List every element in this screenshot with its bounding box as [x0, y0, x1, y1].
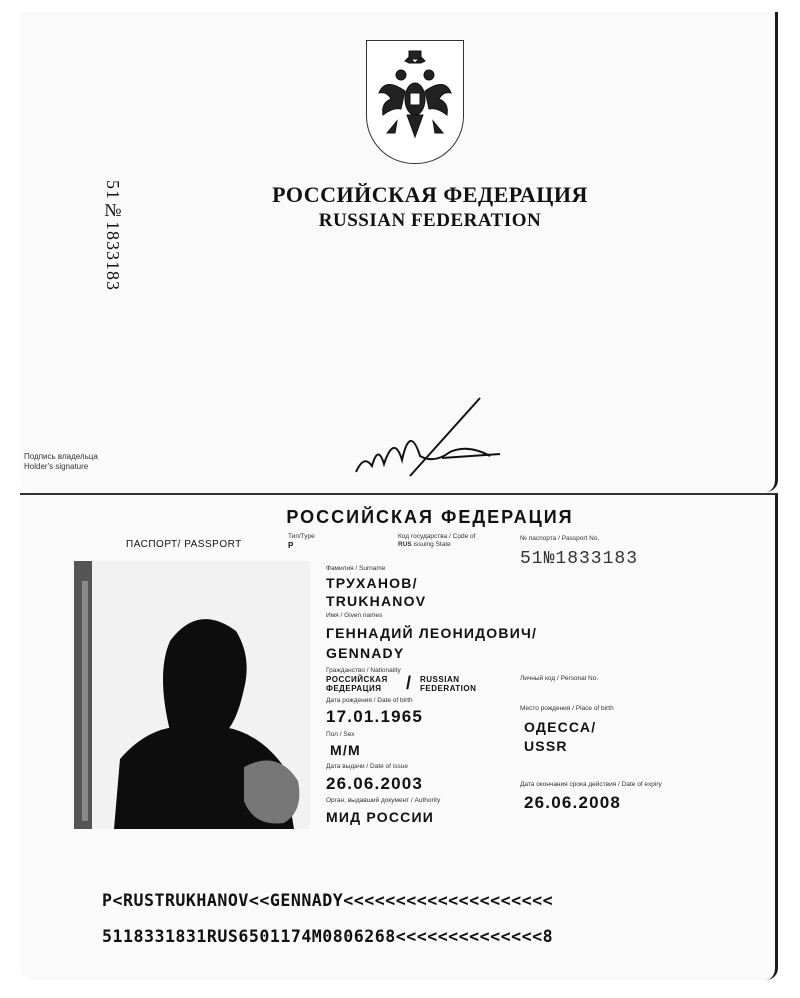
nationality-en-line1: RUSSIAN — [420, 675, 460, 684]
country-title-en: RUSSIAN FEDERATION — [318, 210, 542, 231]
authority-value: МИД РОССИИ — [326, 809, 434, 825]
portrait-silhouette — [74, 561, 310, 829]
passport-number: 51№1833183 — [520, 549, 639, 569]
country-title-ru: РОССИЙСКАЯ ФЕДЕРАЦИЯ — [272, 182, 588, 207]
coat-of-arms-emblem — [366, 40, 464, 164]
holder-signature-label-en: Holder's signature — [24, 462, 89, 471]
state-code-row — [398, 541, 451, 549]
holder-signature-label-ru: Подпись владельца — [24, 452, 98, 461]
expiry-value: 26.06.2008 — [524, 793, 622, 812]
passport-no-label: № паспорта / Passport No. — [520, 535, 600, 542]
surname-label: Фамилия / Surname — [326, 565, 386, 572]
type-value: P — [288, 541, 294, 550]
given-names-label: Имя / Given names — [326, 612, 383, 619]
handwritten-signature — [350, 394, 510, 484]
expiry-label: Дата окончания срока действия / Date of expiry — [520, 781, 662, 788]
state-code-label — [398, 533, 475, 541]
pob-value-line1: ОДЕССА/ — [524, 719, 597, 735]
given-names-ru: ГЕННАДИЙ ЛЕОНИДОВИЧ/ — [326, 625, 538, 641]
personal-no-label: Личный код / Personal No. — [520, 675, 599, 682]
given-names-en: GENNADY — [326, 645, 405, 661]
passport-data-page — [20, 493, 778, 980]
nationality-ru-line1: РОССИЙСКАЯ — [326, 675, 388, 684]
state-code-label-line2: issuing State — [413, 541, 451, 548]
mrz-line-2: 5118331831RUS6501174M0806268<<<<<<<<<<<<<<8 — [102, 927, 554, 946]
data-page-title: РОССИЙСКАЯ ФЕДЕРАЦИЯ — [286, 507, 574, 527]
sex-value: М/М — [330, 742, 361, 758]
nationality-en-line2: FEDERATION — [420, 684, 477, 693]
sex-label: Пол / Sex — [326, 731, 355, 738]
pob-value-line2: USSR — [524, 738, 568, 754]
dob-label: Дата рождения / Date of birth — [326, 697, 413, 704]
double-headed-eagle-icon — [367, 41, 463, 163]
surname-ru: ТРУХАНОВ/ — [326, 575, 418, 591]
passport-label: ПАСПОРТ/ PASSPORT — [126, 539, 242, 550]
mrz-line-1: P<RUSTRUKHANOV<<GENNADY<<<<<<<<<<<<<<<<<<<< — [102, 891, 554, 910]
nationality-slash: / — [406, 673, 413, 693]
issue-label: Дата выдачи / Date of issue — [326, 763, 408, 770]
type-label: Тип/Type — [288, 533, 315, 540]
pob-label: Место рождения / Place of birth — [520, 705, 614, 712]
state-code-label-line1: Код государства / Code of — [398, 533, 476, 540]
nationality-ru-line2: ФЕДЕРАЦИЯ — [326, 684, 382, 693]
holder-photo — [74, 561, 310, 829]
state-code-value: RUS — [398, 541, 412, 548]
surname-en: TRUKHANOV — [326, 593, 427, 609]
issue-value: 26.06.2003 — [326, 774, 424, 793]
vertical-passport-number: 51№1833183 — [103, 180, 123, 291]
passport-cover-page — [20, 12, 778, 492]
nationality-label: Гражданство / Nationality — [326, 667, 401, 674]
authority-label: Орган, выдавший документ / Authority — [326, 797, 441, 804]
holder-signature-label — [24, 452, 98, 472]
dob-value: 17.01.1965 — [326, 707, 424, 726]
